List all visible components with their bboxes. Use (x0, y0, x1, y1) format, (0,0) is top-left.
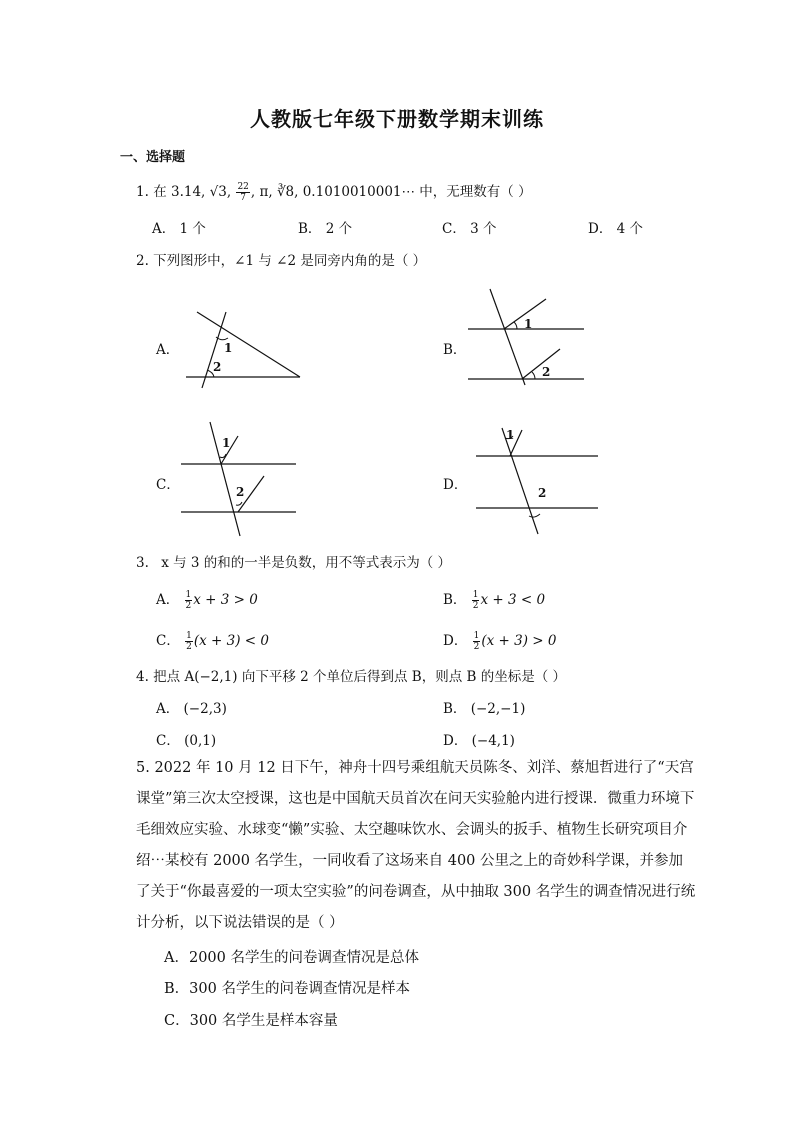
q3d-half-den: 2 (473, 642, 480, 652)
q3b-half-num: 1 (472, 590, 479, 600)
q3c-half-den: 2 (186, 642, 192, 652)
q3b-half-den: 2 (472, 601, 479, 611)
q2-option-c[interactable]: C． (156, 477, 180, 493)
question-5-stem: 5. 2022 年 10 月 12 日下午，神舟十四号乘组航天员陈冬、刘洋、蔡旭哲进行了“天宫课堂”第三次太空授课，这也是中国航天员首次在问天实验舱内进行授课．微重力环境下毛细效应实验、水球变“懒”实验、太空趣味饮水、会调头的扳手、植物生长研究项目介绍⋯某校有 2000 名学生，一同收看了这场来自 400 公里之上的奇妙科学课，并参加了关于“你最喜爱的一项太空实验”的问卷调查，从中抽取 300 名学生的调查情况进行统计分析，以下说法错误的是（ ） (136, 760, 696, 931)
question-1-stem: 1. 在 3.14, √3, $\frac{22}{7}$ , π, ∛8, 0.1010010001⋯ 中，无理数有（ ） (136, 182, 532, 203)
q4-option-d[interactable]: D． (−4,1) (443, 733, 515, 749)
q2c-angle2-label: 2 (236, 485, 245, 499)
q1-frac-den: 7 (240, 193, 247, 203)
q3c-half (185, 631, 193, 652)
q4-option-c[interactable]: C． (0,1) (156, 733, 217, 749)
q1-fraction (236, 182, 249, 203)
q3d-half (473, 631, 481, 652)
q4-option-b[interactable]: B． (−2,−1) (443, 701, 526, 717)
q3-option-b[interactable] (443, 588, 545, 611)
question-3-stem (136, 551, 451, 571)
q2a-angle2-label: 2 (213, 360, 222, 374)
q2b-angle1-label: 1 (524, 317, 533, 331)
q2b-angle2-label: 2 (542, 365, 551, 379)
q1-option-c[interactable]: C． 3 个 (442, 221, 497, 237)
q2d-angle2-label: 2 (538, 486, 547, 500)
q3-number: 3. (136, 555, 149, 571)
q3b-expr: x + 3 < 0 (480, 592, 546, 608)
page-title: 人教版七年级下册数学期末训练 (250, 107, 544, 131)
q3-option-a[interactable] (156, 588, 258, 611)
q2-figure-c (178, 420, 303, 540)
q2c-angle1-label: 1 (222, 436, 231, 450)
q2-figure-a (180, 300, 310, 390)
q3a-label: A． (156, 592, 180, 608)
q3-option-c[interactable] (156, 629, 269, 652)
q3b-label: B． (443, 592, 467, 608)
q1-number: 1. (136, 184, 149, 200)
q3a-half-den: 2 (185, 601, 192, 611)
q1-option-a[interactable]: A． 1 个 (152, 221, 206, 237)
q3-text: x 与 3 的和的一半是负数，用不等式表示为（ ） (161, 555, 452, 571)
section-heading: 一、选择题 (120, 150, 186, 165)
q1-frac-num: 22 (237, 182, 249, 192)
q3d-expr: (x + 3) > 0 (481, 633, 557, 649)
q1-option-d[interactable]: D． 4 个 (588, 221, 643, 237)
question-4-stem: 4. 把点 A(−2,1) 向下平移 2 个单位后得到点 B，则点 B 的坐标是（ ） (136, 669, 566, 685)
q4-option-a[interactable]: A． (−2,3) (156, 701, 227, 717)
q5-option-a[interactable]: A．2000 名学生的问卷调查情况是总体 (164, 950, 419, 966)
q2-option-b[interactable]: B． (443, 342, 467, 358)
q5-option-c[interactable]: C．300 名学生是样本容量 (164, 1013, 338, 1029)
q3c-half-num: 1 (186, 631, 192, 641)
q1-post: , 0.1010010001⋯ 中，无理数有（ ） (294, 184, 532, 200)
q3d-label: D． (443, 633, 468, 649)
q2a-angle1-label: 1 (224, 341, 233, 355)
q1-option-b[interactable]: B． 2 个 (298, 221, 353, 237)
q3a-half-num: 1 (185, 590, 192, 600)
q3c-label: C． (156, 633, 180, 649)
q2-option-a[interactable]: A． (156, 342, 180, 358)
q1-pre: 在 3.14, (153, 184, 206, 200)
question-2-stem: 2. 下列图形中，∠1 与 ∠2 是同旁内角的是（ ） (136, 253, 427, 269)
q1-sqrt3: √3 (209, 184, 227, 200)
q5-option-b[interactable]: B．300 名学生的问卷调查情况是样本 (164, 981, 410, 997)
q2-figure-b (460, 285, 590, 385)
q3d-half-num: 1 (473, 631, 480, 641)
q2d-angle1-label: 1 (506, 428, 515, 442)
q3a-half (185, 590, 193, 611)
q3b-half (472, 590, 480, 611)
q3a-expr: x + 3 > 0 (193, 592, 258, 608)
q2-option-d[interactable]: D． (443, 477, 468, 493)
q2-figure-d (472, 424, 602, 536)
q1-cbrt8: ∛8 (276, 184, 295, 200)
q3-option-d[interactable] (443, 629, 556, 652)
q3c-expr: (x + 3) < 0 (193, 633, 269, 649)
q1-mid: , π, (250, 184, 273, 200)
